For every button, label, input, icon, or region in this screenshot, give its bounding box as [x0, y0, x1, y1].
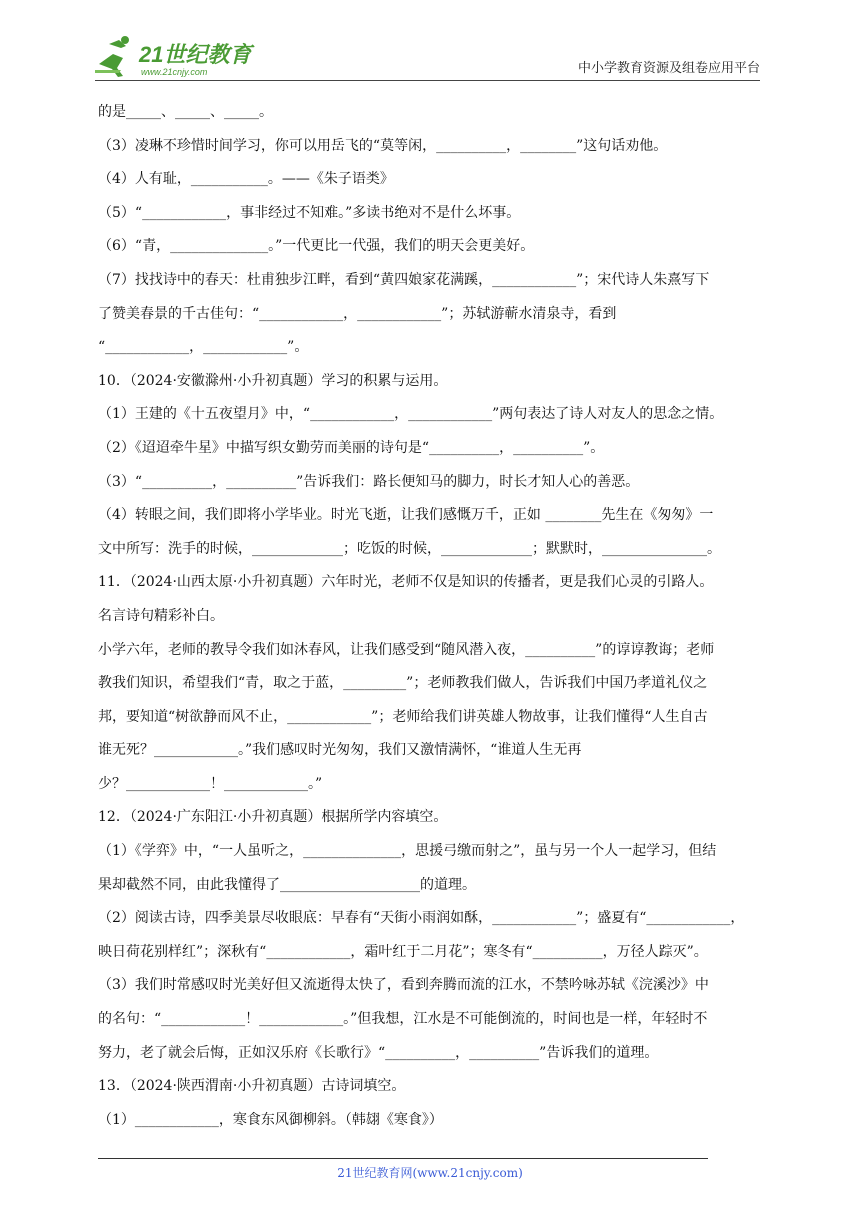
- svg-text:21世纪教育: 21世纪教育: [139, 42, 252, 67]
- text-line: （3）“__________，__________”告诉我们：路长便知马的脚力，时长才知人心的善恶。: [98, 473, 640, 490]
- text-line: （7）找找诗中的春天：杜甫独步江畔，看到“黄四娘家花满蹊，____________”；宋代诗人朱熹写下: [98, 271, 710, 288]
- text-line: 名言诗句精彩补白。: [98, 607, 224, 624]
- text-line: （1）王建的《十五夜望月》中，“____________，____________”两句表达了诗人对友人的思念之情。: [98, 406, 724, 423]
- text-line: （1）《学弈》中，“一人虽听之，______________，思援弓缴而射之”，虽与另一个人一起学习，但结: [98, 843, 717, 860]
- text-line: 映日荷花别样红”；深秋有“____________，霜叶红于二月花”；寒冬有“__________，万径人踪灭”。: [98, 943, 708, 960]
- text-line: 邦，要知道“树欲静而风不止，____________”；老师给我们讲英雄人物故事，让我们懂得“人生自古: [98, 708, 708, 725]
- question-heading: 10．（2024·安徽滁州·小升初真题）学习的积累与运用。: [98, 372, 448, 389]
- text-line: 小学六年，老师的教导令我们如沐春风，让我们感受到“随风潜入夜，__________”的谆谆教诲；老师: [98, 641, 715, 658]
- text-line: 的名句：“____________！____________。”但我想，江水是不可能倒流的，时间也是一样，年轻时不: [98, 1011, 708, 1028]
- text-line: （2）阅读古诗，四季美景尽收眼底：早春有“天街小雨润如酥，____________”；盛夏有“____________，: [98, 910, 745, 927]
- text-line: 了赞美春景的千古佳句：“____________，____________”；苏轼游蕲水清泉寺，看到: [98, 305, 617, 322]
- text-line: 的是_____、_____、_____。: [98, 104, 273, 120]
- text-line: （2）《迢迢牵牛星》中描写织女勤劳而美丽的诗句是“__________，__________”。: [98, 439, 605, 456]
- svg-text:www.21cnjy.com: www.21cnjy.com: [141, 67, 208, 77]
- text-line: 少？____________！____________。”: [98, 775, 323, 792]
- exercise-content: [98, 96, 764, 1137]
- platform-name: 中小学教育资源及组卷应用平台: [577, 61, 760, 76]
- question-heading: 12．（2024·广东阳江·小升初真题）根据所学内容填空。: [98, 809, 448, 826]
- text-line: 谁无死？____________。”我们感叹时光匆匆，我们又激情满怀，“谁道人生无再: [98, 742, 582, 759]
- text-line: 教我们知识，希望我们“青，取之于蓝，_________”；老师教我们做人，告诉我们中国乃孝道礼仪之: [98, 675, 708, 692]
- text-line: 果却截然不同，由此我懂得了____________________的道理。: [98, 876, 476, 893]
- text-line: （3）凌琳不珍惜时间学习，你可以用岳飞的“莫等闲，__________，________”这句话劝他。: [98, 137, 668, 154]
- question-heading: 13．（2024·陕西渭南·小升初真题）古诗词填空。: [98, 1078, 406, 1095]
- question-heading: 11．（2024·山西太原·小升初真题）六年时光，老师不仅是知识的传播者，更是我们心灵的引路人。: [98, 574, 714, 591]
- text-line: 文中所写：洗手的时候，_____________；吃饭的时候，_____________；默默时，_______________。: [98, 540, 721, 557]
- text-line: （4）转眼之间，我们即将小学毕业。时光飞逝，让我们感慨万千，正如 ________先生在《匆匆》一: [98, 507, 714, 524]
- text-line: “____________，____________”。: [98, 339, 309, 356]
- text-line: （4）人有耻，___________。——《朱子语类》: [98, 171, 394, 188]
- text-line: （5）“____________，事非经过不知难。”多读书绝对不是什么坏事。: [98, 204, 521, 221]
- footer-divider: [98, 1158, 708, 1159]
- logo-21cnjy: [95, 34, 295, 78]
- text-line: （6）“青，______________。”一代更比一代强，我们的明天会更美好。: [98, 238, 535, 255]
- page-header: [95, 34, 760, 81]
- text-line: 努力，老了就会后悔，正如汉乐府《长歌行》“__________，__________”告诉我们的道理。: [98, 1044, 659, 1061]
- text-line: （3）我们时常感叹时光美好但又流逝得太快了，看到奔腾而流的江水，不禁吟咏苏轼《浣溪沙》中: [98, 977, 709, 994]
- footer-site[interactable]: 21世纪教育网(www.21cnjy.com): [337, 1166, 523, 1180]
- text-line: （1）____________，寒食东风御柳斜。（韩翃《寒食》）: [98, 1111, 443, 1128]
